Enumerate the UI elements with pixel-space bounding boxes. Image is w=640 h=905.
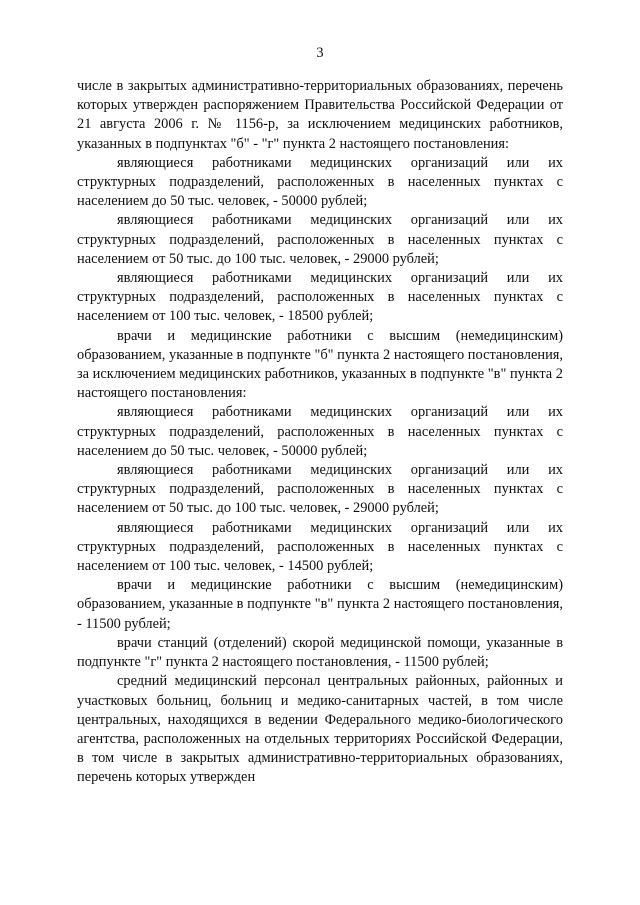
paragraph-1: числе в закрытых административно-территориальных образованиях, перечень которых утвержден распоряжением Правительства Российской Федерации от 21 августа 2006 г. № 1156-р, за исключением медицинских работников, указанных в подпунктах "б" - "г" пункта 2 настоящего постановления: xyxy=(77,78,563,152)
paragraph-2: являющиеся работниками медицинских организаций или их структурных подразделений, расположенных в населенных пунктах с населением до 50 тыс. человек, - 50000 рублей; xyxy=(77,154,563,210)
paragraph-4: являющиеся работниками медицинских организаций или их структурных подразделений, расположенных в населенных пунктах с населением от 100 тыс. человек, - 18500 рублей; xyxy=(77,270,563,325)
paragraph-9: врачи и медицинские работники с высшим (немедицинским) образованием, указанные в подпункте "в" пункта 2 настоящего постановления, - 11500 рублей; xyxy=(77,577,563,632)
paragraph-7: являющиеся работниками медицинских организаций или их структурных подразделений, расположенных в населенных пунктах с населением от 50 тыс. до 100 тыс. человек, - 29000 рублей; xyxy=(77,462,563,517)
paragraph-11: средний медицинский персонал центральных районных, районных и участковых больниц, больниц и медико-санитарных частей, в том числе центральных, находящихся в ведении Федерального медико-биологического агентства, расположенных на отдельных территориях Российской Федерации, в том числе в закрытых административно-территориальных образованиях, перечень которых утвержден xyxy=(77,673,563,786)
paragraph-3: являющиеся работниками медицинских организаций или их структурных подразделений, расположенных в населенных пунктах с населением от 50 тыс. до 100 тыс. человек, - 29000 рублей; xyxy=(77,212,563,267)
page-number: 3 xyxy=(316,45,324,61)
paragraph-10: врачи станций (отделений) скорой медицинской помощи, указанные в подпункте "г" пункта 2 настоящего постановления, - 11500 рублей; xyxy=(77,634,563,671)
document-body xyxy=(77,77,563,788)
paragraph-8: являющиеся работниками медицинских организаций или их структурных подразделений, расположенных в населенных пунктах с населением от 100 тыс. человек, - 14500 рублей; xyxy=(77,519,563,575)
paragraph-6: являющиеся работниками медицинских организаций или их структурных подразделений, расположенных в населенных пунктах с населением до 50 тыс. человек, - 50000 рублей; xyxy=(77,404,563,459)
paragraph-5: врачи и медицинские работники с высшим (немедицинским) образованием, указанные в подпункте "б" пункта 2 настоящего постановления, за исключением медицинских работников, указанных в подпункте "в" пункта 2 настоящего постановления: xyxy=(77,327,563,402)
